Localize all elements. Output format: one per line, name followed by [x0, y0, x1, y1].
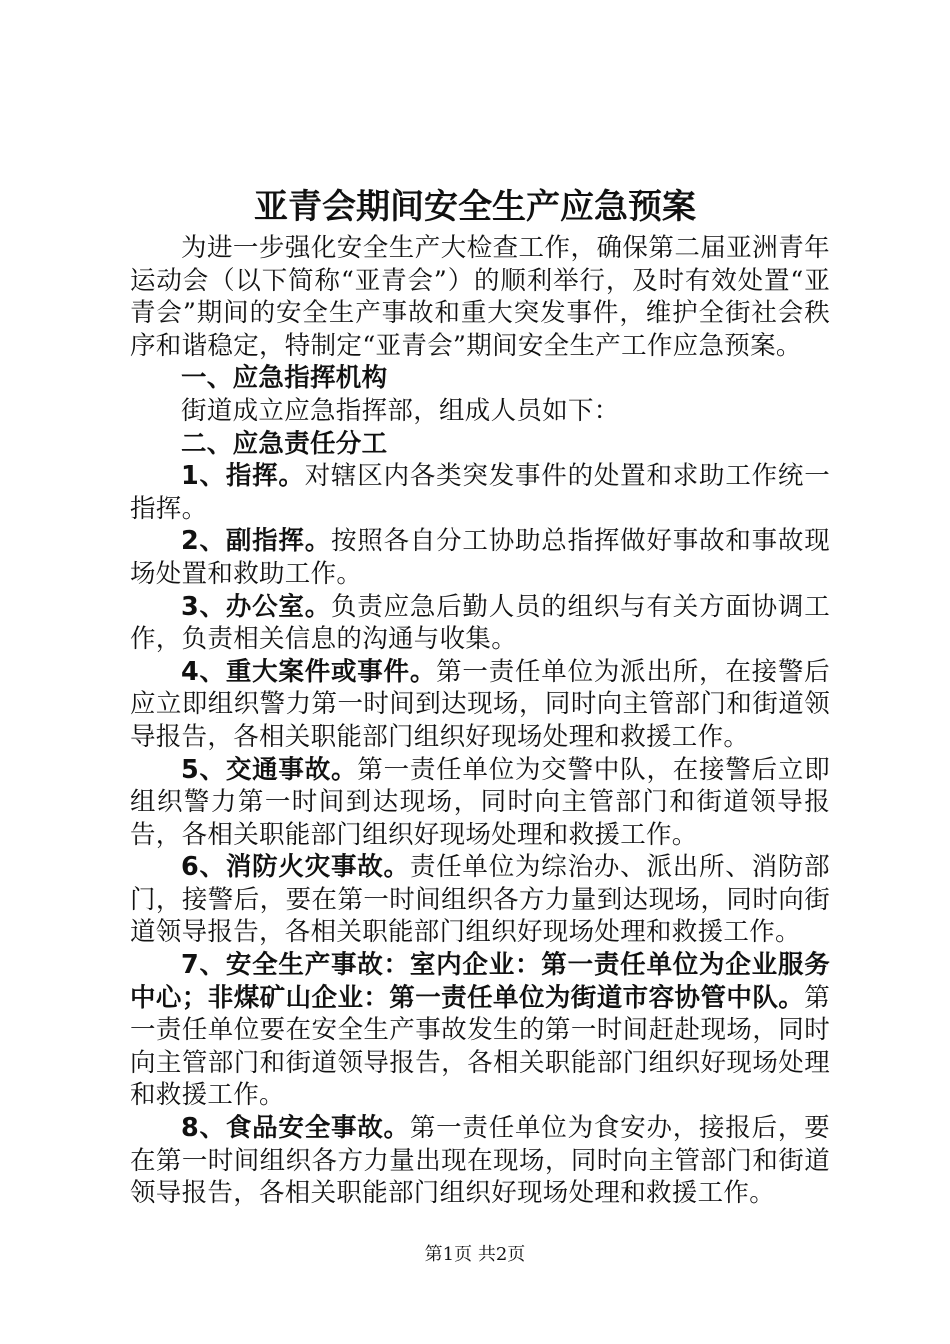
duty-item-label: 3、办公室。 [181, 591, 331, 622]
duty-item [130, 851, 830, 949]
duty-item-label: 5、交通事故。 [181, 754, 358, 785]
duty-item-label: 8、食品安全事故。 [181, 1113, 410, 1144]
duty-item-label: 7、安全生产事故：室内企业：第一责任单位为企业服务中心；非煤矿山企业：第一责任单位为街道市容协管中队。 [130, 950, 830, 1013]
duty-item-label: 2、副指挥。 [181, 526, 331, 557]
duty-item-text: 第一责任单位要在安全生产事故发生的第一时间赶赴现场，同时向主管部门和街道领导报告，各相关职能部门组织好现场处理和救援工作。 [130, 982, 830, 1111]
duty-item-label: 6、消防火灾事故。 [181, 852, 410, 883]
section-text-command: 街道成立应急指挥部，组成人员如下： [181, 395, 620, 426]
section-heading-command: 一、应急指挥机构 [181, 363, 388, 394]
document-body [130, 232, 830, 1210]
duty-item-text: 第一责任单位为派出所，在接警后应立即组织警力第一时间到达现场，同时向主管部门和街道领导报告，各相关职能部门组织好现场处理和救援工作。 [130, 656, 830, 752]
duty-item [130, 656, 830, 754]
duty-item [130, 460, 830, 525]
duty-item-text: 按照各自分工协助总指挥做好事故和事故现场处置和救助工作。 [130, 526, 830, 589]
duty-item-label: 1、指挥。 [181, 461, 305, 492]
page-footer: 第1页 共2页 [424, 1244, 526, 1265]
duty-item-text: 负责应急后勤人员的组织与有关方面协调工作，负责相关信息的沟通与收集。 [130, 591, 830, 655]
duty-item-text: 第一责任单位为交警中队，在接警后立即组织警力第一时间到达现场，同时向主管部门和街道领导报告，各相关职能部门组织好现场处理和救援工作。 [130, 754, 831, 850]
duty-item [130, 591, 830, 656]
duty-item [130, 754, 830, 852]
duty-item-text: 责任单位为综治办、派出所、消防部门，接警后，要在第一时间组织各方力量到达现场，同时向街道领导报告，各相关职能部门组织好现场处理和救援工作。 [130, 852, 830, 948]
duty-item [130, 525, 830, 590]
section-heading-duties: 二、应急责任分工 [181, 428, 388, 459]
intro-paragraph: 为进一步强化安全生产大检查工作，确保第二届亚洲青年运动会（以下简称“亚青会”）的顺利举行，及时有效处置“亚青会”期间的安全生产事故和重大突发事件，维护全街社会秩序和谐稳定，特制定“亚青会”期间安全生产工作应急预案。 [130, 233, 830, 361]
duty-item-label: 4、重大案件或事件。 [181, 656, 437, 687]
duty-item [130, 1112, 830, 1210]
duty-item-text: 第一责任单位为食安办，接报后，要在第一时间组织各方力量出现在现场，同时向主管部门和街道领导报告，各相关职能部门组织好现场处理和救援工作。 [130, 1113, 830, 1209]
duty-item [130, 949, 830, 1112]
duty-item-text: 对辖区内各类突发事件的处置和求助工作统一指挥。 [130, 461, 830, 524]
document-title: 亚青会期间安全生产应急预案 [254, 187, 696, 227]
